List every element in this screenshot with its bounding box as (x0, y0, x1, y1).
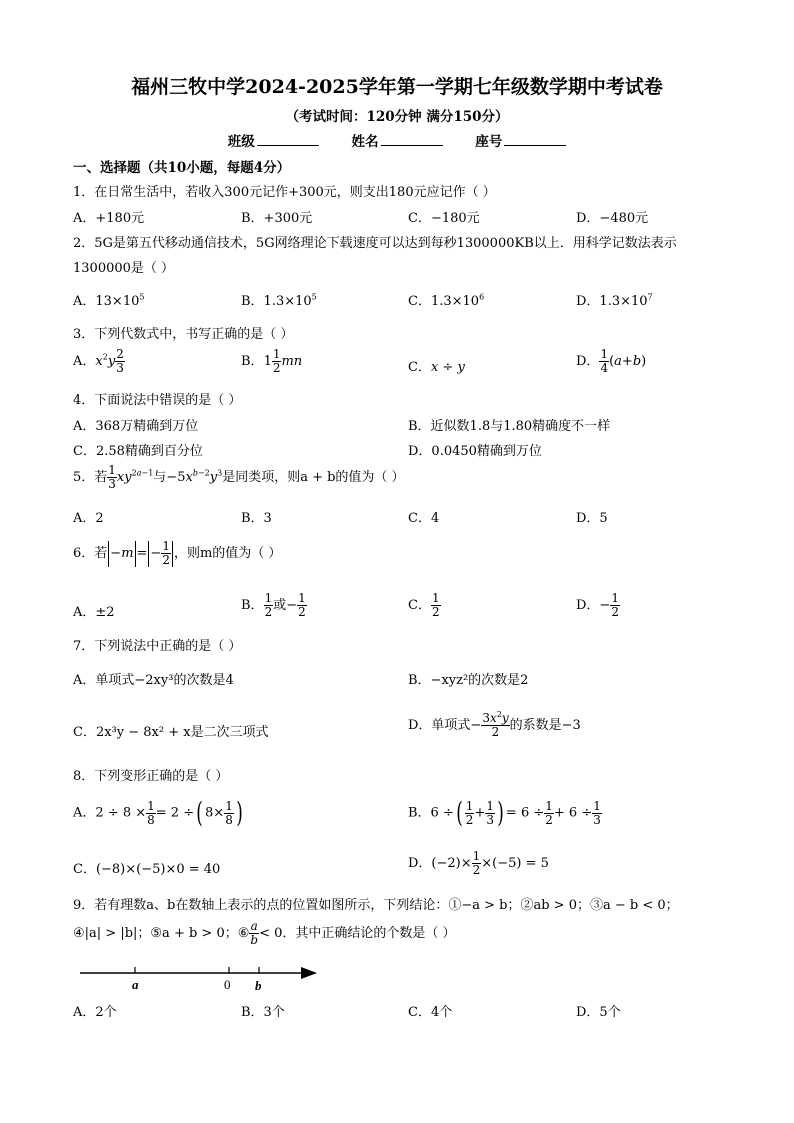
q9-option-d: D．5个 (576, 1005, 621, 1020)
q5-option-d: D．5 (576, 511, 608, 526)
q4-stem: 4．下面说法中错误的是（ ） (73, 393, 242, 408)
q1-stem: 1．在日常生活中，若收入300元记作+300元，则支出180元应记作（ ） (73, 185, 496, 200)
q3-option-d: D． $\frac{1}{4}$ (a+b) (576, 347, 647, 375)
q2-option-d: D．$1.3\times 10^7$ (576, 292, 653, 309)
q8-option-a: A．2 ÷ 8 × $\frac{1}{8}$ = 2 ÷( 8× $\frac{1}{8}$ ) (73, 796, 243, 829)
name-label: 姓名 (351, 134, 379, 150)
class-field[interactable] (257, 132, 319, 146)
q1-option-d: D．−480元 (576, 211, 649, 226)
q7-stem: 7．下列说法中正确的是（ ） (73, 639, 242, 654)
seat-field[interactable] (504, 132, 566, 146)
q6-option-d: D．− $\frac{1}{2}$ (576, 591, 619, 619)
q1-option-c: C．−180元 (408, 211, 480, 226)
q8-option-d: D．(−2)× $\frac{1}{2}$ ×(−5) = 5 (408, 849, 549, 877)
section-heading: 一、选择题（共10小题，每题4分） (73, 160, 291, 176)
seat-label: 座号 (475, 134, 503, 150)
q4-option-a: A．368万精确到万位 (73, 419, 199, 434)
q2-stem-line1: 2．5G是第五代移动通信技术，5G网络理论下载速度可以达到每秒1300000KB以上．用科学记数法表示 (73, 236, 677, 251)
label-zero: 0 (224, 977, 231, 992)
q5-option-c: C．4 (408, 511, 440, 526)
q7-option-a: A．单项式−2xy³的次数是4 (73, 673, 234, 688)
q2-option-a: A．$13\times 10^5$ (73, 292, 145, 309)
q5-option-b: B．3 (241, 511, 272, 526)
q3-option-a: A．$x^2y$ $\frac{2}{3}$ (73, 347, 124, 375)
q3-stem: 3．下列代数式中，书写正确的是（ ） (73, 327, 294, 342)
q5-stem: 5．若 $\frac{1}{3}$ $xy^{2a-1}$与$-5x^{b-2}y^3$是同类项，则a + b的值为（ ） (73, 463, 405, 491)
q8-option-c: C．(−8)×(−5)×0 = 40 (73, 862, 221, 877)
q5-option-a: A．2 (73, 511, 104, 526)
label-a: a (132, 977, 139, 992)
number-line-figure (75, 960, 325, 994)
q2-option-b: B．$1.3\times 10^5$ (241, 292, 317, 309)
q9-stem-line2: ④|a| > |b|；⑤a + b > 0；⑥ $\frac{a}{b}$ < 0．其中正确结论的个数是（ ） (73, 919, 456, 947)
q6-option-b: B． $\frac{1}{2}$ 或− $\frac{1}{2}$ (241, 591, 306, 619)
q4-option-c: C．2.58精确到百分位 (73, 444, 203, 459)
q8-option-b: B．6 ÷( $\frac{1}{2}$ + $\frac{1}{3}$ ) = 6 ÷ $\frac{1}{2}$ + 6 ÷ $\frac{1}{3}$ (408, 796, 601, 829)
number-line-arrow (301, 967, 317, 979)
q9-option-c: C．4个 (408, 1005, 453, 1020)
q3-option-b: B．1 $\frac{1}{2}$ mn (241, 347, 303, 375)
q7-option-d: D．单项式− $\frac{3x^2y}{2}$ 的系数是−3 (408, 710, 581, 739)
class-label: 班级 (227, 134, 255, 150)
q1-option-b: B．+300元 (241, 211, 313, 226)
q6-option-a: A．±2 (73, 605, 115, 620)
q6-option-c: C． $\frac{1}{2}$ (408, 591, 440, 619)
name-field[interactable] (381, 132, 443, 146)
page-title: 福州三牧中学2024-2025学年第一学期七年级数学期中考试卷 (131, 76, 663, 98)
q4-option-b: B．近似数1.8与1.80精确度不一样 (408, 419, 611, 434)
q8-stem: 8．下列变形正确的是（ ） (73, 769, 229, 784)
q7-option-b: B．−xyz²的次数是2 (408, 673, 529, 688)
q6-stem: 6．若 −m = − $\frac{1}{2}$ ，则m的值为（ ） (73, 539, 282, 567)
q9-option-b: B．3个 (241, 1005, 285, 1020)
q2-option-c: C．$1.3\times 10^6$ (408, 292, 485, 309)
student-info (0, 130, 794, 150)
q4-option-d: D．0.0450精确到万位 (408, 444, 542, 459)
q2-stem-line2: 1300000是（ ） (73, 261, 175, 276)
q9-option-a: A．2个 (73, 1005, 117, 1020)
q9-stem-line1: 9．若有理数a、b在数轴上表示的点的位置如图所示，下列结论：①−a > b；②ab > 0；③a − b < 0； (73, 898, 679, 913)
q1-option-a: A．+180元 (73, 211, 145, 226)
q3-option-c: C．x ÷ y (408, 360, 465, 375)
q7-option-c: C．2x³y − 8x² + x是二次三项式 (73, 725, 269, 740)
label-b: b (255, 978, 262, 993)
exam-subtitle: （考试时间：120分钟 满分150分） (285, 109, 509, 125)
